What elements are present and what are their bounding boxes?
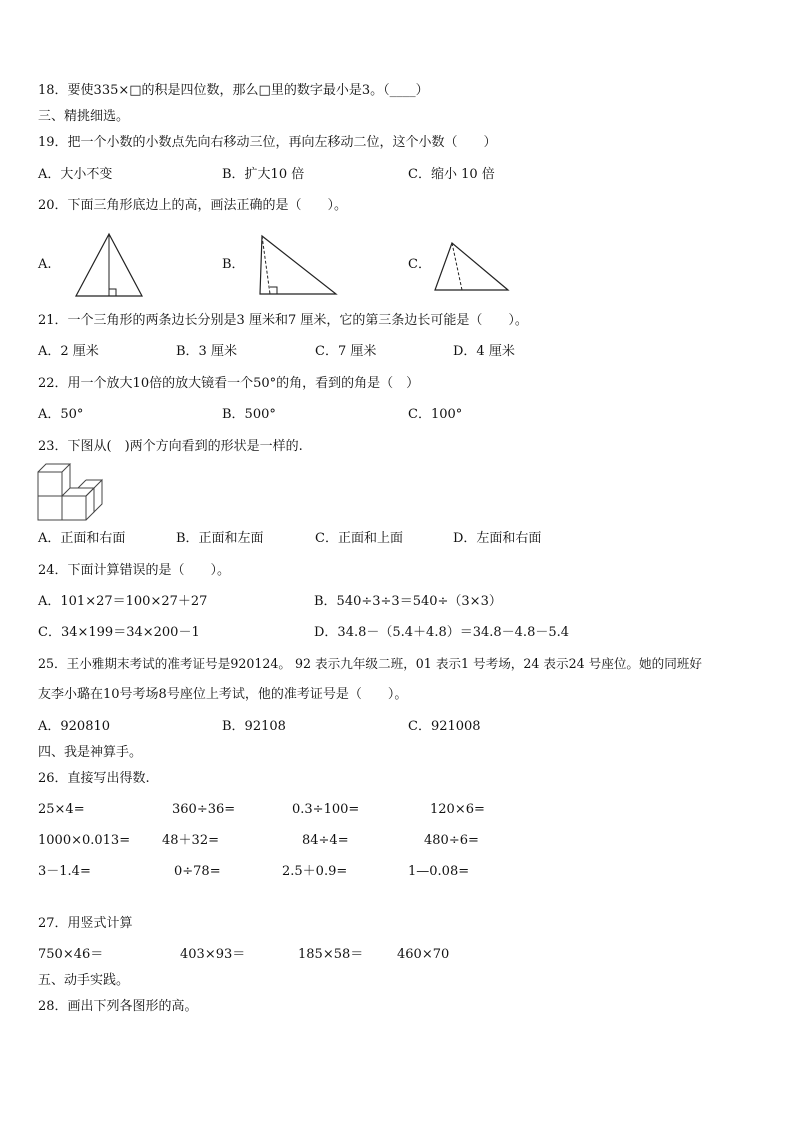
question-27-stem: 27．用竖式计算 — [38, 916, 133, 931]
q21-option-a: A．2 厘米 — [38, 344, 99, 359]
q26-item: 120×6= — [430, 802, 485, 817]
question-20-stem: 20．下面三角形底边上的高，画法正确的是（ ）。 — [38, 198, 348, 213]
q26-item: 1000×0.013= — [38, 833, 131, 848]
q26-item: 84÷4= — [302, 833, 349, 848]
question-18: 18．要使335×□的积是四位数，那么□里的数字最小是3。（____） — [38, 83, 429, 98]
q20-triangle-b — [254, 232, 344, 300]
section-heading-5: 五、动手实践。 — [38, 973, 130, 988]
q21-option-d: D．4 厘米 — [453, 344, 515, 359]
q26-item: 2.5＋0.9= — [282, 864, 348, 879]
section-heading-3: 三、精挑细选。 — [38, 109, 130, 124]
q25-option-c: C．921008 — [408, 719, 481, 734]
q26-item: 480÷6= — [424, 833, 479, 848]
q27-item: 750×46＝ — [38, 947, 104, 962]
q21-option-c: C．7 厘米 — [315, 344, 377, 359]
q19-option-a: A．大小不变 — [38, 167, 113, 182]
q27-item: 185×58＝ — [298, 947, 364, 962]
q23-option-b: B．正面和左面 — [176, 531, 264, 546]
q19-option-c: C．缩小 10 倍 — [408, 167, 495, 182]
q22-option-c: C．100° — [408, 407, 463, 422]
question-21-stem: 21．一个三角形的两条边长分别是3 厘米和7 厘米，它的第三条边长可能是（ ）。 — [38, 313, 528, 328]
q26-item: 3－1.4= — [38, 864, 91, 879]
q20-triangle-a — [72, 230, 148, 300]
q24-option-c: C．34×199＝34×200－1 — [38, 625, 200, 640]
section-heading-4: 四、我是神算手。 — [38, 745, 143, 760]
question-23-stem: 23．下图从( )两个方向看到的形状是一样的. — [38, 439, 303, 454]
q22-option-a: A．50° — [38, 407, 84, 422]
q20-label-c: C． — [408, 257, 431, 272]
q23-option-d: D．左面和右面 — [453, 531, 542, 546]
question-24-stem: 24．下面计算错误的是（ ）。 — [38, 563, 231, 578]
q27-item: 403×93＝ — [180, 947, 246, 962]
q26-item: 48＋32= — [162, 833, 219, 848]
q20-label-a: A. — [38, 257, 52, 272]
q24-option-b: B．540÷3÷3＝540÷（3×3） — [314, 594, 502, 609]
q19-option-b: B．扩大10 倍 — [222, 167, 305, 182]
q20-triangle-c — [432, 240, 512, 294]
q26-item: 1—0.08= — [408, 864, 470, 879]
q22-option-b: B．500° — [222, 407, 276, 422]
question-25-line1: 25．王小雅期末考试的准考证号是920124。 92 表示九年级二班，01 表示1 号考场，24 表示24 号座位。她的同班好 — [38, 656, 702, 671]
q23-cube-figure — [36, 460, 110, 524]
q23-option-c: C．正面和上面 — [315, 531, 403, 546]
q23-option-a: A．正面和右面 — [38, 531, 126, 546]
q26-item: 0.3÷100= — [292, 802, 360, 817]
question-26-stem: 26．直接写出得数. — [38, 771, 150, 786]
q27-item: 460×70 — [397, 947, 450, 962]
q26-item: 0÷78= — [174, 864, 221, 879]
q20-label-b: B． — [222, 257, 245, 272]
question-19-stem: 19．把一个小数的小数点先向右移动三位，再向左移动二位，这个小数（ ） — [38, 135, 497, 150]
q24-option-a: A．101×27＝100×27＋27 — [38, 594, 208, 609]
q24-option-d: D．34.8－（5.4＋4.8）＝34.8－4.8－5.4 — [314, 625, 570, 640]
question-28-stem: 28．画出下列各图形的高。 — [38, 999, 198, 1014]
q25-option-b: B．92108 — [222, 719, 286, 734]
question-25-line2: 友李小璐在10号考场8号座位上考试，他的准考证号是（ ）。 — [38, 687, 408, 702]
q21-option-b: B．3 厘米 — [176, 344, 237, 359]
q26-item: 25×4= — [38, 802, 85, 817]
q25-option-a: A．920810 — [38, 719, 111, 734]
question-22-stem: 22．用一个放大10倍的放大镜看一个50°的角，看到的角是（ ） — [38, 376, 420, 391]
q26-item: 360÷36= — [172, 802, 236, 817]
